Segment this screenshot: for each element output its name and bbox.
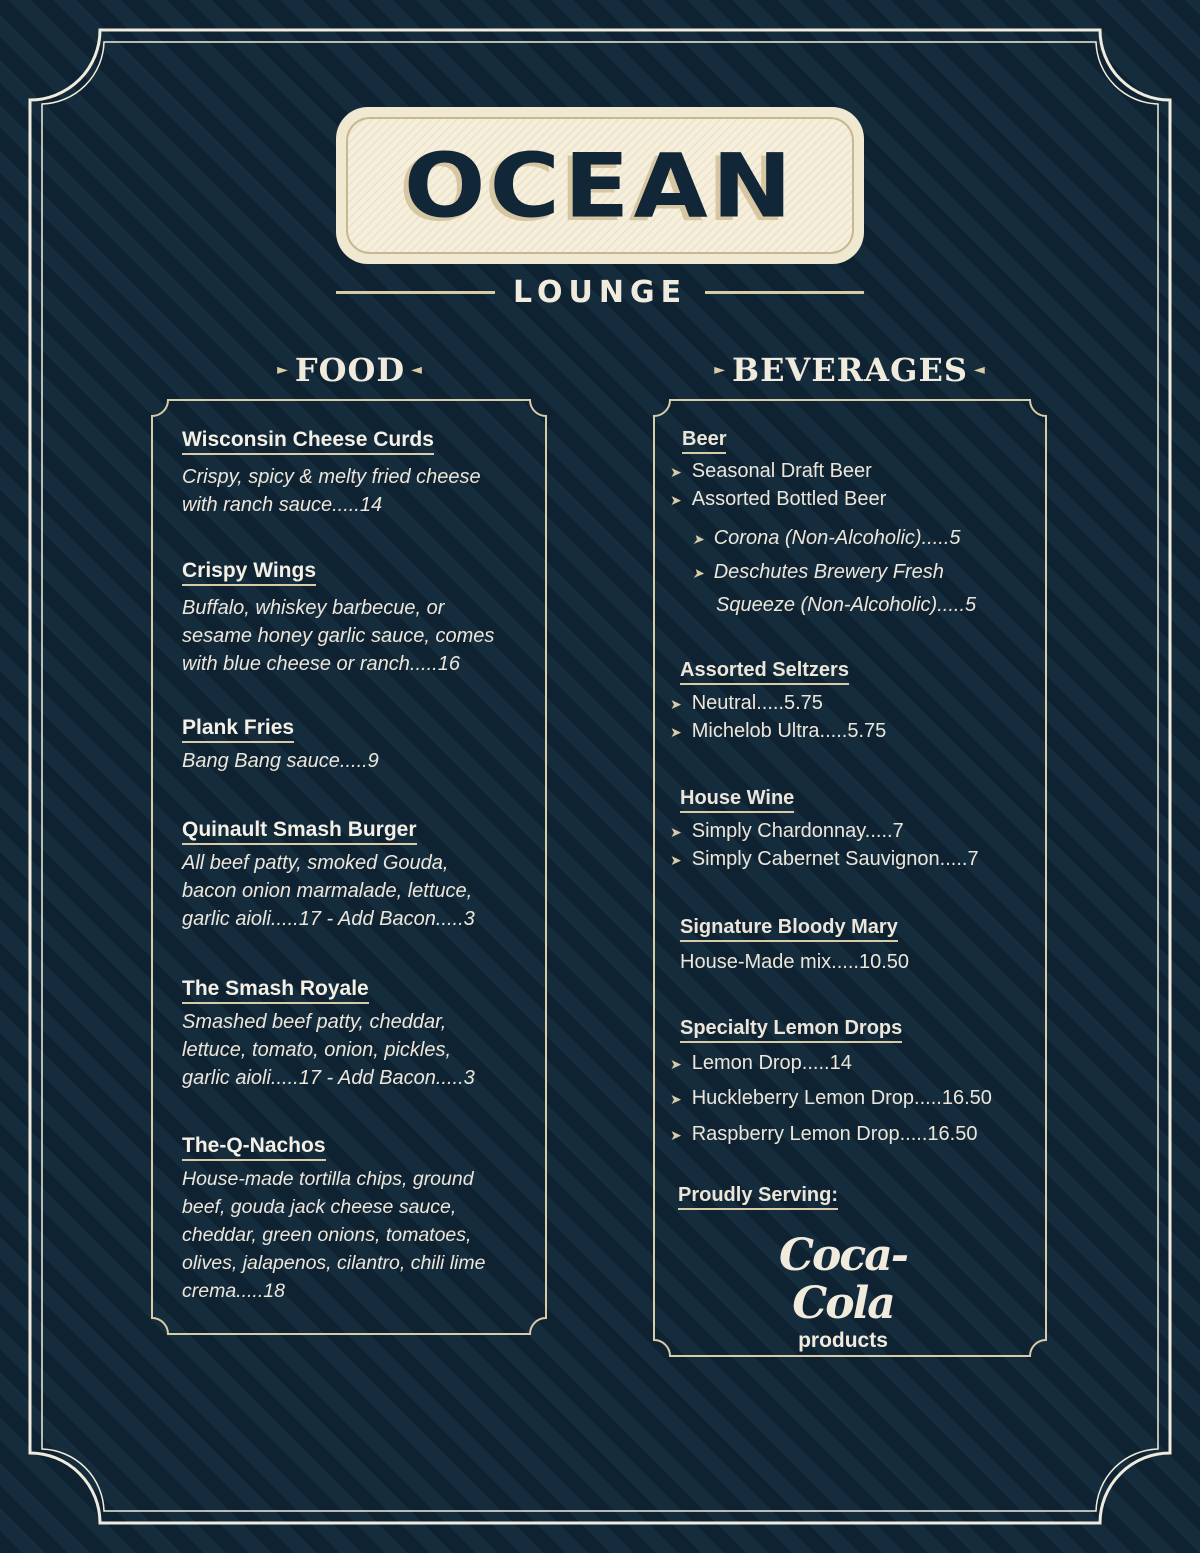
beverages-heading: [700, 348, 1000, 392]
beer-sub-item: [692, 527, 961, 550]
wine-heading: House Wine: [680, 787, 794, 813]
wine-item-label: Simply Chardonnay.....7: [691, 820, 904, 842]
food-item: [182, 977, 542, 1092]
arrow-left-icon: ◄: [973, 362, 986, 378]
beer-sub-item: [692, 561, 944, 584]
food-item-name: The-Q-Nachos: [182, 1134, 326, 1161]
desc-line: All beef patty, smoked Gouda,: [182, 852, 449, 875]
food-item: [182, 716, 542, 775]
desc-line: with ranch sauce.....14: [182, 494, 383, 517]
desc-line: sesame honey garlic sauce, comes: [182, 625, 495, 648]
desc-line: Smashed beef patty, cheddar,: [182, 1011, 447, 1034]
food-item-desc: [182, 463, 542, 519]
food-item-name: Plank Fries: [182, 716, 294, 743]
arrow-right-icon: ►: [277, 362, 289, 378]
beer-sub-item-continued: Squeeze (Non-Alcoholic).....5: [716, 594, 977, 616]
arrow-bullet-icon: ➤: [670, 492, 682, 508]
lemon-drop-item-label: Huckleberry Lemon Drop.....16.50: [691, 1087, 992, 1109]
arrow-bullet-icon: ➤: [670, 1056, 682, 1072]
wine-item-label: Simply Cabernet Sauvignon.....7: [691, 848, 979, 870]
desc-line: olives, jalapenos, cilantro, chili lime: [182, 1252, 486, 1275]
food-item: [182, 428, 542, 519]
food-item: [182, 559, 542, 678]
arrow-bullet-icon: ➤: [670, 724, 682, 740]
lemon-drops-heading: Specialty Lemon Drops: [680, 1017, 902, 1043]
wine-item: [670, 820, 904, 843]
desc-line: garlic aioli.....17 - Add Bacon.....3: [182, 1067, 475, 1090]
beverages-heading-text: BEVERAGES: [732, 351, 968, 389]
food-item-desc: [182, 594, 542, 678]
arrow-bullet-icon: ➤: [670, 464, 682, 480]
desc-line: beef, gouda jack cheese sauce,: [182, 1196, 457, 1219]
brand-logo: [336, 107, 864, 264]
beer-item-label: Seasonal Draft Beer: [691, 460, 872, 482]
arrow-bullet-icon: ➤: [692, 565, 704, 581]
beer-sub-item-label: Deschutes Brewery Fresh: [713, 561, 944, 583]
desc-line: garlic aioli.....17 - Add Bacon.....3: [182, 908, 475, 931]
food-item-desc: [182, 1008, 542, 1092]
subtitle-rule-left: [336, 291, 495, 294]
beer-sub-item-label: Corona (Non-Alcoholic).....5: [713, 527, 961, 549]
food-heading-text: FOOD: [294, 351, 406, 389]
food-item-name: The Smash Royale: [182, 977, 369, 1004]
seltzer-item-label: Michelob Ultra.....5.75: [691, 720, 887, 742]
lemon-drop-item-label: Lemon Drop.....14: [691, 1052, 852, 1074]
food-item: [182, 1134, 542, 1305]
bloody-mary-desc: House-Made mix.....10.50: [680, 951, 909, 973]
bloody-mary-heading: Signature Bloody Mary: [680, 916, 898, 942]
desc-line: cheddar, green onions, tomatoes,: [182, 1224, 472, 1247]
coca-cola-logo: [748, 1232, 938, 1353]
arrow-bullet-icon: ➤: [670, 852, 682, 868]
lemon-drop-item-label: Raspberry Lemon Drop.....16.50: [691, 1123, 978, 1145]
brand-name: OCEAN: [403, 133, 797, 238]
arrow-bullet-icon: ➤: [670, 696, 682, 712]
coca-cola-wordmark: Coca-Cola: [779, 1230, 907, 1330]
brand-subtitle-row: [336, 272, 864, 312]
desc-line: crema.....18: [182, 1280, 285, 1303]
desc-line: House-made tortilla chips, ground: [182, 1168, 474, 1191]
desc-line: Buffalo, whiskey barbecue, or: [182, 597, 445, 620]
arrow-bullet-icon: ➤: [670, 1127, 682, 1143]
arrow-left-icon: ◄: [411, 362, 423, 378]
arrow-right-icon: ►: [714, 362, 727, 378]
beer-item-label: Assorted Bottled Beer: [691, 488, 887, 510]
desc-line: Crispy, spicy & melty fried cheese: [182, 466, 481, 489]
desc-line: with blue cheese or ranch.....16: [182, 653, 460, 676]
seltzer-item: [670, 720, 886, 743]
wine-item: [670, 848, 979, 871]
food-item-name: Quinault Smash Burger: [182, 818, 417, 845]
seltzers-heading: Assorted Seltzers: [680, 659, 849, 685]
brand-subtitle: LOUNGE: [512, 274, 688, 310]
food-item-name: Wisconsin Cheese Curds: [182, 428, 434, 455]
lemon-drop-item: [670, 1052, 852, 1075]
beer-item: [670, 488, 886, 511]
arrow-bullet-icon: ➤: [670, 1091, 682, 1107]
arrow-bullet-icon: ➤: [692, 531, 704, 547]
desc-line: bacon onion marmalade, lettuce,: [182, 880, 473, 903]
seltzer-item-label: Neutral.....5.75: [691, 692, 823, 714]
lemon-drop-item: [670, 1123, 977, 1146]
subtitle-rule-right: [705, 291, 864, 294]
food-item-desc: [182, 747, 542, 775]
brand-logo-inner: [346, 117, 854, 254]
arrow-bullet-icon: ➤: [670, 824, 682, 840]
proudly-serving-heading: Proudly Serving:: [678, 1184, 838, 1210]
desc-line: lettuce, tomato, onion, pickles,: [182, 1039, 452, 1062]
beer-item: [670, 460, 872, 483]
lemon-drop-item: [670, 1087, 992, 1110]
coca-cola-products-label: products: [798, 1328, 888, 1352]
beverages-panel: [670, 428, 1040, 1328]
food-item: [182, 818, 542, 933]
beer-heading: Beer: [682, 428, 726, 454]
seltzer-item: [670, 692, 823, 715]
food-heading: [240, 348, 460, 392]
food-item-desc: [182, 849, 542, 933]
desc-line: Bang Bang sauce.....9: [182, 750, 379, 773]
food-item-desc: [182, 1165, 542, 1305]
food-item-name: Crispy Wings: [182, 559, 316, 586]
